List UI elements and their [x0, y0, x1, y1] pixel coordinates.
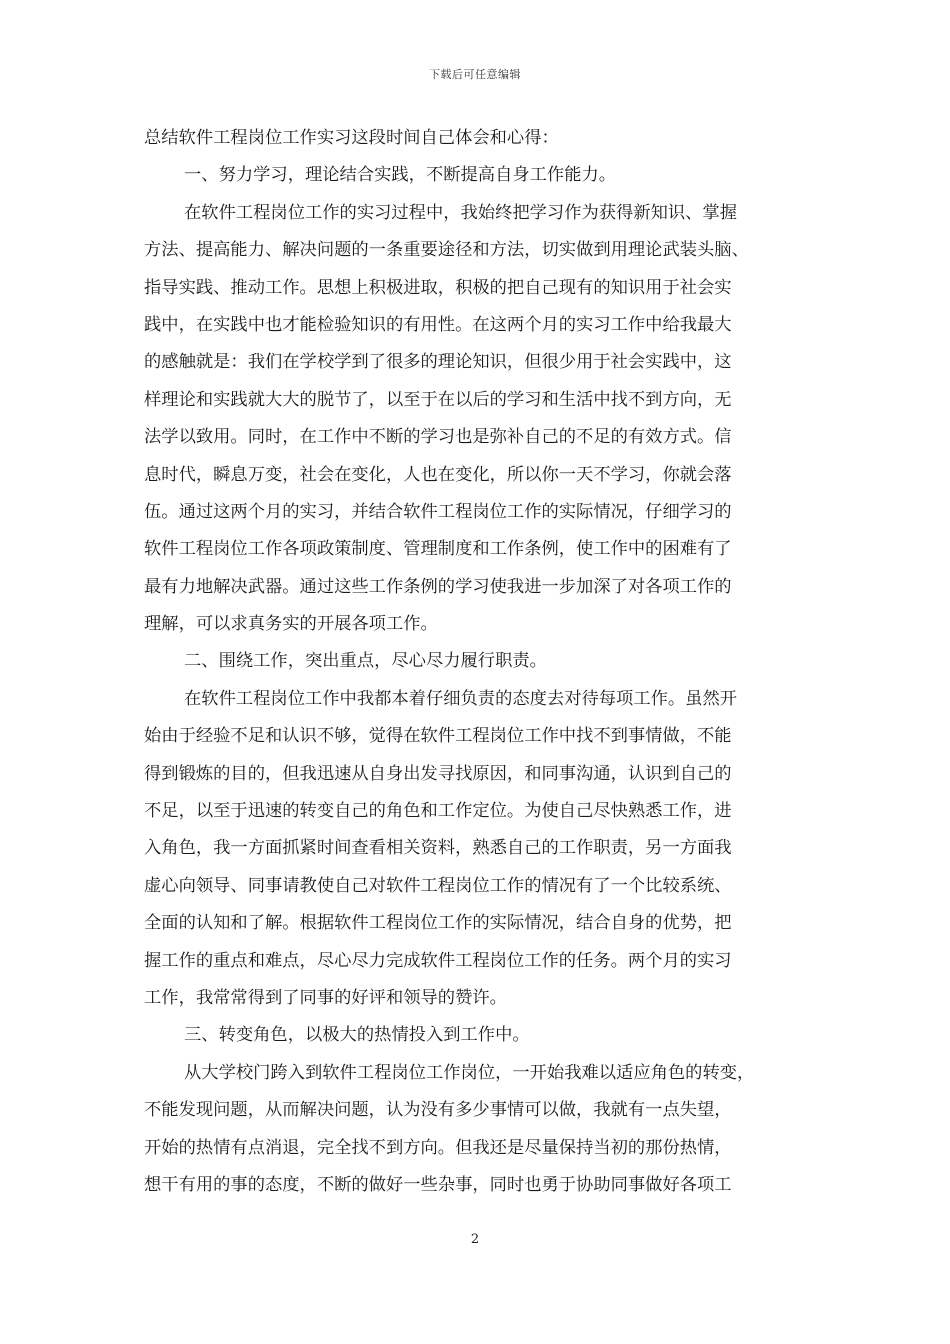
- paragraph-line: 从大学校门跨入到软件工程岗位工作岗位，一开始我难以适应角色的转变，: [184, 1062, 755, 1083]
- paragraph-line: 在软件工程岗位工作中我都本着仔细负责的态度去对待每项工作。虽然开: [184, 688, 738, 709]
- page-number: 2: [470, 1232, 480, 1247]
- section-heading-1: 一、努力学习，理论结合实践，不断提高自身工作能力。: [184, 165, 617, 186]
- section-heading-3: 三、转变角色，以极大的热情投入到工作中。: [184, 1025, 530, 1046]
- paragraph-line: 想干有用的事的态度，不断的做好一些杂事，同时也勇于协助同事做好各项工: [144, 1174, 732, 1195]
- paragraph-line: 工作，我常常得到了同事的好评和领导的赞许。: [144, 987, 507, 1008]
- paragraph-line: 样理论和实践就大大的脱节了，以至于在以后的学习和生活中找不到方向，无: [144, 389, 732, 410]
- paragraph-line: 法学以致用。同时，在工作中不断的学习也是弥补自己的不足的有效方式。信: [144, 427, 732, 448]
- paragraph-line: 始由于经验不足和认识不够，觉得在软件工程岗位工作中找不到事情做，不能: [144, 726, 732, 747]
- paragraph-line: 践中，在实践中也才能检验知识的有用性。在这两个月的实习工作中给我最大: [144, 314, 732, 335]
- page-header-note: 下载后可任意编辑: [429, 68, 521, 81]
- paragraph-line: 最有力地解决武器。通过这些工作条例的学习使我进一步加深了对各项工作的: [144, 576, 732, 597]
- paragraph-line: 息时代，瞬息万变，社会在变化，人也在变化，所以你一天不学习，你就会落: [144, 464, 732, 485]
- paragraph-line: 入角色，我一方面抓紧时间查看相关资料，熟悉自己的工作职责，另一方面我: [144, 838, 732, 859]
- paragraph-line: 软件工程岗位工作各项政策制度、管理制度和工作条例，使工作中的困难有了: [144, 539, 732, 560]
- intro-line: 总结软件工程岗位工作实习这段时间自己体会和心得：: [144, 128, 559, 148]
- paragraph-line: 不能发现问题，从而解决问题，认为没有多少事情可以做，我就有一点失望，: [144, 1100, 732, 1121]
- document-body: [144, 120, 808, 1204]
- paragraph-line: 方法、提高能力、解决问题的一条重要途径和方法，切实做到用理论武装头脑、: [144, 240, 749, 261]
- section-heading-2: 二、围绕工作，突出重点，尽心尽力履行职责。: [184, 651, 547, 672]
- paragraph-line: 的感触就是：我们在学校学到了很多的理论知识，但很少用于社会实践中，这: [144, 352, 732, 373]
- paragraph-line: 在软件工程岗位工作的实习过程中，我始终把学习作为获得新知识、掌握: [184, 202, 738, 223]
- paragraph-line: 指导实践、推动工作。思想上积极进取，积极的把自己现有的知识用于社会实: [144, 277, 732, 298]
- paragraph-line: 虚心向领导、同事请教使自己对软件工程岗位工作的情况有了一个比较系统、: [144, 875, 732, 896]
- paragraph-line: 不足，以至于迅速的转变自己的角色和工作定位。为使自己尽快熟悉工作，进: [144, 801, 732, 822]
- paragraph-line: 握工作的重点和难点，尽心尽力完成软件工程岗位工作的任务。两个月的实习: [144, 950, 732, 971]
- paragraph-line: 得到锻炼的目的，但我迅速从自身出发寻找原因，和同事沟通，认识到自己的: [144, 763, 732, 784]
- paragraph-line: 伍。通过这两个月的实习，并结合软件工程岗位工作的实际情况，仔细学习的: [144, 501, 732, 522]
- paragraph-line: 开始的热情有点消退，完全找不到方向。但我还是尽量保持当初的那份热情，: [144, 1137, 732, 1158]
- paragraph-line: 全面的认知和了解。根据软件工程岗位工作的实际情况，结合自身的优势，把: [144, 913, 732, 934]
- paragraph-line: 理解，可以求真务实的开展各项工作。: [144, 614, 438, 635]
